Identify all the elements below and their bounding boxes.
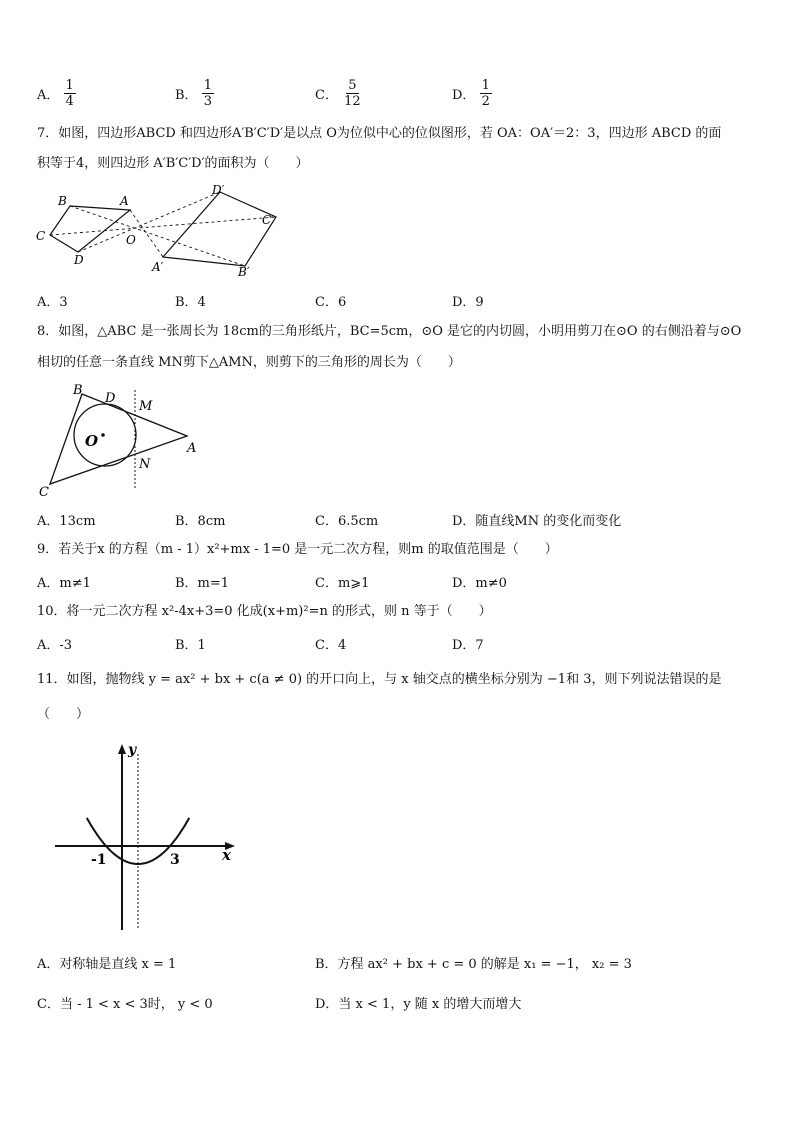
q7-label-d-prime: D′	[212, 183, 225, 197]
q11-label-x: x	[222, 846, 231, 864]
q8-option-c: C．6.5cm	[315, 514, 379, 529]
q6-option-b	[175, 78, 214, 109]
q7-option-a: A．3	[37, 295, 68, 310]
q7-label-c: C	[36, 229, 46, 243]
q7-stem-line2: 积等于4，则四边形 A′B′C′D′的面积为（ ）	[37, 156, 309, 171]
q7-label-a-prime: A′	[152, 260, 164, 274]
q11-option-b: B．方程 ax² + bx + c = 0 的解是 x₁ = −1， x₂ = 3	[315, 957, 632, 972]
q9-stem: 9．若关于x 的方程（m - 1）x²+mx - 1=0 是一元二次方程，则m 的取值范围是（ ）	[37, 542, 558, 557]
q6-d-denominator: 2	[481, 94, 490, 109]
q11-option-a: A．对称轴是直线 x = 1	[37, 957, 177, 972]
q8-label-c: C	[39, 485, 49, 500]
q7-option-b: B．4	[175, 295, 206, 310]
q6-b-denominator: 3	[203, 94, 212, 109]
q6-option-c	[315, 78, 363, 109]
q6-option-d	[452, 78, 492, 109]
q8-label-n: N	[139, 457, 151, 472]
q6-d-numerator: 1	[481, 78, 490, 93]
q8-label-b: B	[73, 383, 83, 398]
q6-option-a	[37, 78, 76, 109]
q8-label-d: D	[105, 391, 116, 406]
q6-c-denominator: 12	[344, 94, 361, 109]
q9-option-d: D．m≠0	[452, 576, 507, 591]
q8-stem-line1: 8．如图，△ABC 是一张周长为 18cm的三角形纸片，BC=5cm，⊙O 是它的内切圆，小明用剪刀在⊙O 的右侧沿着与⊙O	[37, 324, 742, 339]
q8-option-b: B．8cm	[175, 514, 226, 529]
q11-option-d: D．当 x < 1，y 随 x 的增大而增大	[315, 997, 522, 1012]
q10-option-b: B．1	[175, 638, 206, 653]
q6-option-a-label: A．	[37, 88, 60, 103]
q8-option-a: A．13cm	[37, 514, 96, 529]
q6-option-a-fraction	[64, 78, 76, 109]
q7-option-d: D．9	[452, 295, 484, 310]
q7-option-c: C．6	[315, 295, 347, 310]
q7-stem-line1: 7．如图，四边形ABCD 和四边形A′B′C′D′是以点 O为位似中心的位似图形，若 OA：OA′＝2：3，四边形 ABCD 的面	[37, 126, 722, 141]
q8-label-m: M	[139, 399, 153, 414]
q11-label-3: 3	[170, 852, 180, 868]
q7-label-b-prime: B′	[238, 265, 250, 279]
q6-option-c-label: C．	[315, 88, 338, 103]
q7-figure	[30, 180, 300, 280]
q9-option-b: B．m=1	[175, 576, 230, 591]
q10-option-a: A．-3	[37, 638, 73, 653]
q8-figure	[35, 380, 210, 500]
q7-label-a: A	[120, 194, 129, 208]
q11-label-minus1: -1	[91, 852, 107, 868]
q6-b-numerator: 1	[203, 78, 212, 93]
q6-a-denominator: 4	[65, 94, 74, 109]
q10-option-c: C．4	[315, 638, 347, 653]
q8-label-o: O	[85, 432, 99, 450]
q6-c-numerator: 5	[348, 78, 357, 93]
q9-option-a: A．m≠1	[37, 576, 91, 591]
q6-option-c-fraction	[342, 78, 363, 109]
q7-label-c-prime: C′	[262, 213, 274, 227]
q6-option-b-fraction	[202, 78, 214, 109]
q8-stem-line2: 相切的任意一条直线 MN剪下△AMN，则剪下的三角形的周长为（ ）	[37, 355, 461, 370]
q7-label-d: D	[74, 253, 84, 267]
q11-stem-line2: （ ）	[37, 707, 90, 722]
q6-option-d-label: D．	[452, 88, 476, 103]
q8-label-a: A	[187, 441, 197, 456]
q11-option-c: C．当 - 1 < x < 3时， y < 0	[37, 997, 213, 1012]
q8-option-d: D．随直线MN 的变化而变化	[452, 514, 622, 529]
q11-stem-line1: 11．如图，抛物线 y = ax² + bx + c(a ≠ 0) 的开口向上，与 x 轴交点的横坐标分别为 −1和 3，则下列说法错误的是	[37, 672, 722, 687]
q10-option-d: D．7	[452, 638, 484, 653]
q10-stem: 10．将一元二次方程 x²-4x+3=0 化成(x+m)²=n 的形式，则 n 等于（ ）	[37, 604, 492, 619]
q6-option-b-label: B．	[175, 88, 198, 103]
q11-figure	[50, 740, 245, 935]
q6-option-d-fraction	[480, 78, 492, 109]
q7-label-b: B	[58, 194, 67, 208]
q7-label-o: O	[126, 233, 136, 247]
q6-a-numerator: 1	[65, 78, 74, 93]
q11-label-y: y	[128, 742, 137, 758]
q9-option-c: C．m⩾1	[315, 576, 370, 591]
